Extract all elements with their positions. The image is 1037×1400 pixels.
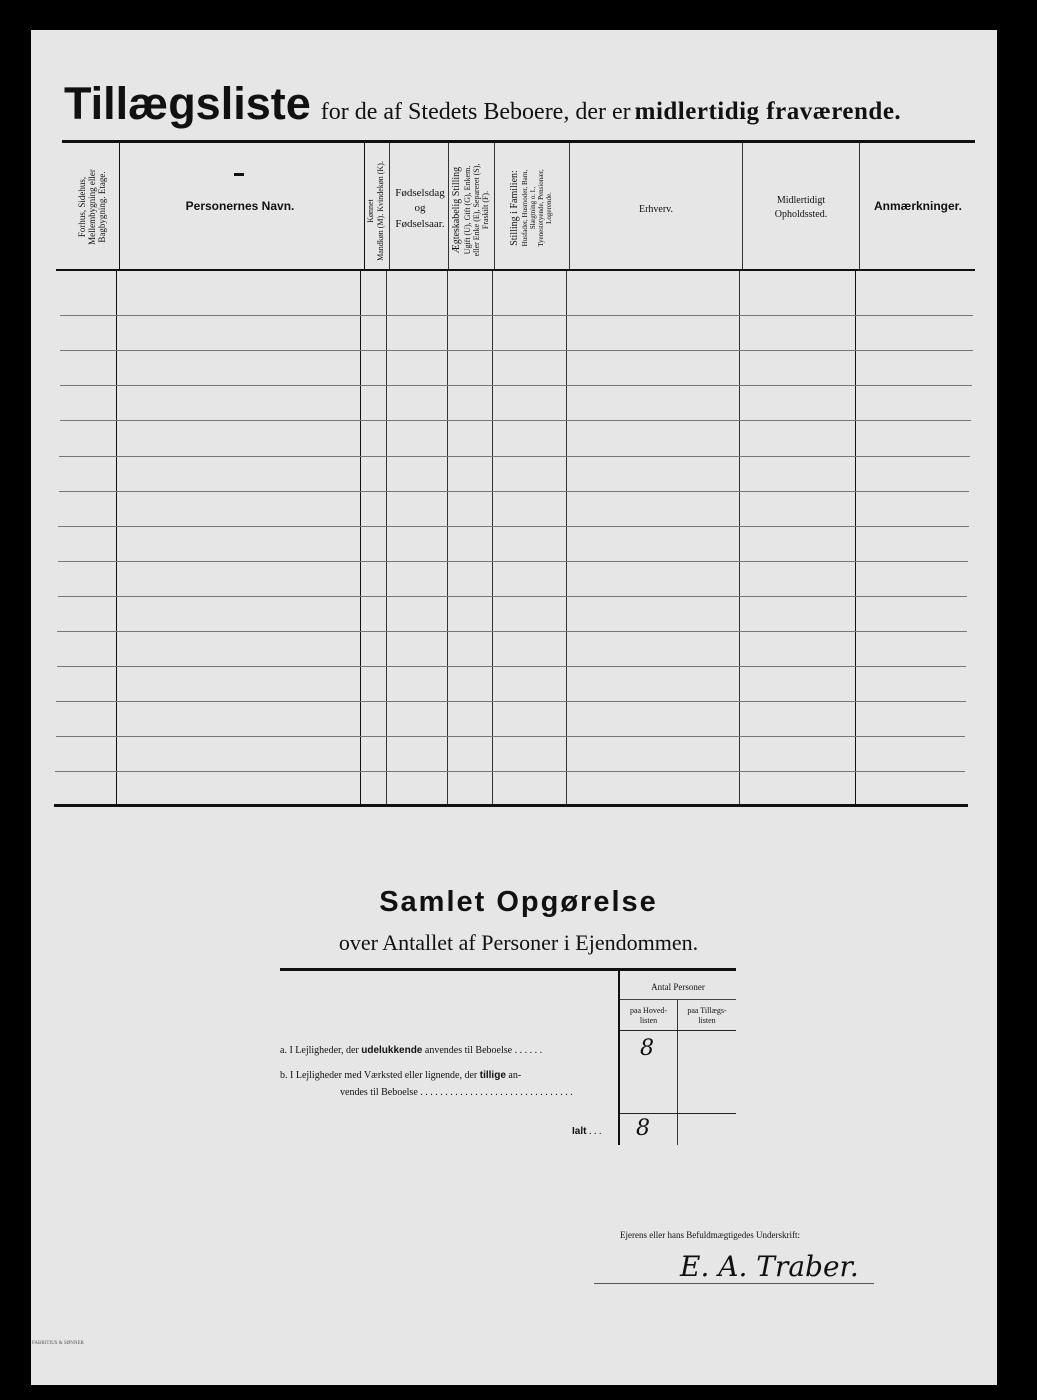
row-a-prefix: a. I Lejligheder, der — [280, 1045, 359, 1056]
summary-row-a — [280, 1045, 542, 1056]
row-line — [56, 736, 965, 737]
col-line — [859, 143, 860, 269]
header-familie-line: Stilling i Familien: — [509, 170, 520, 246]
header-ophold-line: Opholdssted. — [774, 209, 828, 220]
title-main: Tillægsliste — [64, 78, 311, 129]
summary-subtitle: over Antallet af Personer i Ejendommen. — [338, 930, 699, 955]
summary-col1 — [620, 1006, 677, 1025]
row-line — [58, 526, 969, 527]
summary-col-line — [618, 971, 620, 1145]
summary-row-b-line2: vendes til Beboelse . . . . . . . . . . . . . . . . . . . . . . . . . . . . . . . — [340, 1087, 573, 1098]
row-line — [57, 631, 967, 632]
header-ophold — [743, 194, 859, 222]
header-fodsel — [391, 186, 449, 232]
summary-col1-line: paa Hoved- — [629, 1006, 668, 1015]
header-navn: Personernes Navn. — [185, 199, 295, 213]
header-etage — [77, 147, 107, 267]
row-line — [60, 420, 971, 421]
row-line — [60, 385, 972, 386]
header-familie — [509, 152, 565, 264]
ialt-dots: . . . — [588, 1126, 602, 1137]
col-line — [494, 143, 495, 269]
form-title — [64, 78, 974, 128]
header-stilling-line: Ægteskabelig Stilling — [451, 166, 462, 254]
header-navn-mark: ▬ — [234, 168, 244, 179]
row-line — [58, 596, 967, 597]
row-line — [58, 561, 968, 562]
signature-line — [594, 1283, 874, 1284]
value-hovedliste-a: 8 — [640, 1036, 654, 1061]
summary-ialt — [572, 1126, 601, 1137]
row-line — [59, 456, 970, 457]
row-line — [59, 491, 969, 492]
header-bottom-rule — [56, 269, 975, 271]
row-line — [57, 666, 966, 667]
header-fodsel-line: Fødselsdag — [395, 187, 445, 199]
signature-label: Ejerens eller hans Befuldmægtigedes Underskrift: — [620, 1230, 800, 1240]
row-a-bold: udelukkende — [361, 1045, 423, 1056]
summary-total-line — [620, 1113, 736, 1114]
row-b-prefix: b. I Lejligheder med Værksted eller lignende, der — [280, 1070, 478, 1081]
header-kjon-line: Kønnet — [366, 199, 375, 223]
header-familie-line: Logerende. — [544, 192, 553, 224]
col-line — [364, 143, 365, 269]
signature: E. A. Traber. — [680, 1250, 859, 1283]
summary-top-rule — [280, 968, 736, 971]
table-top-rule — [62, 140, 975, 143]
header-stilling — [451, 155, 491, 265]
header-kjon — [366, 161, 388, 261]
header-etage-line: Bagbygning. Etage. — [96, 171, 107, 243]
row-line — [60, 315, 973, 316]
summary-col2 — [678, 1006, 736, 1025]
header-etage-line: Forhus, Sidehus, — [77, 176, 87, 238]
col-line — [119, 143, 120, 269]
row-a-suffix: anvendes til Beboelse . . . . . . — [424, 1045, 543, 1056]
summary-col2-line: paa Tillægs- — [687, 1006, 727, 1015]
header-stilling-line: Fraskilt (F). — [480, 190, 490, 230]
summary-col2-line: listen — [698, 1015, 716, 1025]
col-line — [389, 143, 390, 269]
header-kjon-line: Mandkøn (M). Kvindekøn (K). — [375, 161, 385, 261]
row-b-bold: tillige — [479, 1070, 506, 1081]
header-familie-line: Tyenestetyende, Pensionær, — [536, 169, 545, 247]
printer-imprint: FABRITIUS & SØNNER — [32, 1341, 84, 1346]
header-fodsel-line: og — [414, 202, 426, 215]
title-middle: for de af Stedets Beboere, der er — [320, 99, 631, 125]
row-line — [55, 771, 965, 772]
header-etage-line: Mellembygning eller — [86, 169, 97, 245]
summary-col-group: Antal Personer — [651, 982, 705, 992]
summary-row-b — [280, 1070, 521, 1081]
row-b-suffix: an- — [508, 1070, 522, 1081]
summary-header-line — [620, 1030, 736, 1031]
row-line — [60, 350, 973, 351]
row-line — [56, 701, 966, 702]
header-familie-line: Slægtning o. l., — [528, 186, 537, 230]
header-stilling-line: eller Enke (E), Separeret (S), — [471, 163, 481, 257]
header-erhverv: Erhverv. — [638, 204, 674, 215]
title-emphasis: midlertidig fraværende. — [634, 98, 902, 125]
header-fodsel-line: Fødselsaar. — [395, 217, 445, 230]
table-bottom-rule — [54, 804, 968, 807]
header-anmaerkninger: Anmærkninger. — [873, 199, 963, 213]
header-stilling-line: Ugift (U), Gift (G), Enkem. — [462, 165, 472, 255]
header-ophold-line: Midlertidigt — [776, 195, 826, 206]
summary-subheader-line — [620, 999, 736, 1000]
summary-title: Samlet Opgørelse — [379, 886, 658, 918]
ialt-label: Ialt — [572, 1126, 587, 1137]
header-familie-line: Husfader, Husmoder, Barn, — [520, 169, 529, 247]
value-total: 8 — [636, 1116, 650, 1141]
summary-col1-line: listen — [639, 1015, 658, 1025]
